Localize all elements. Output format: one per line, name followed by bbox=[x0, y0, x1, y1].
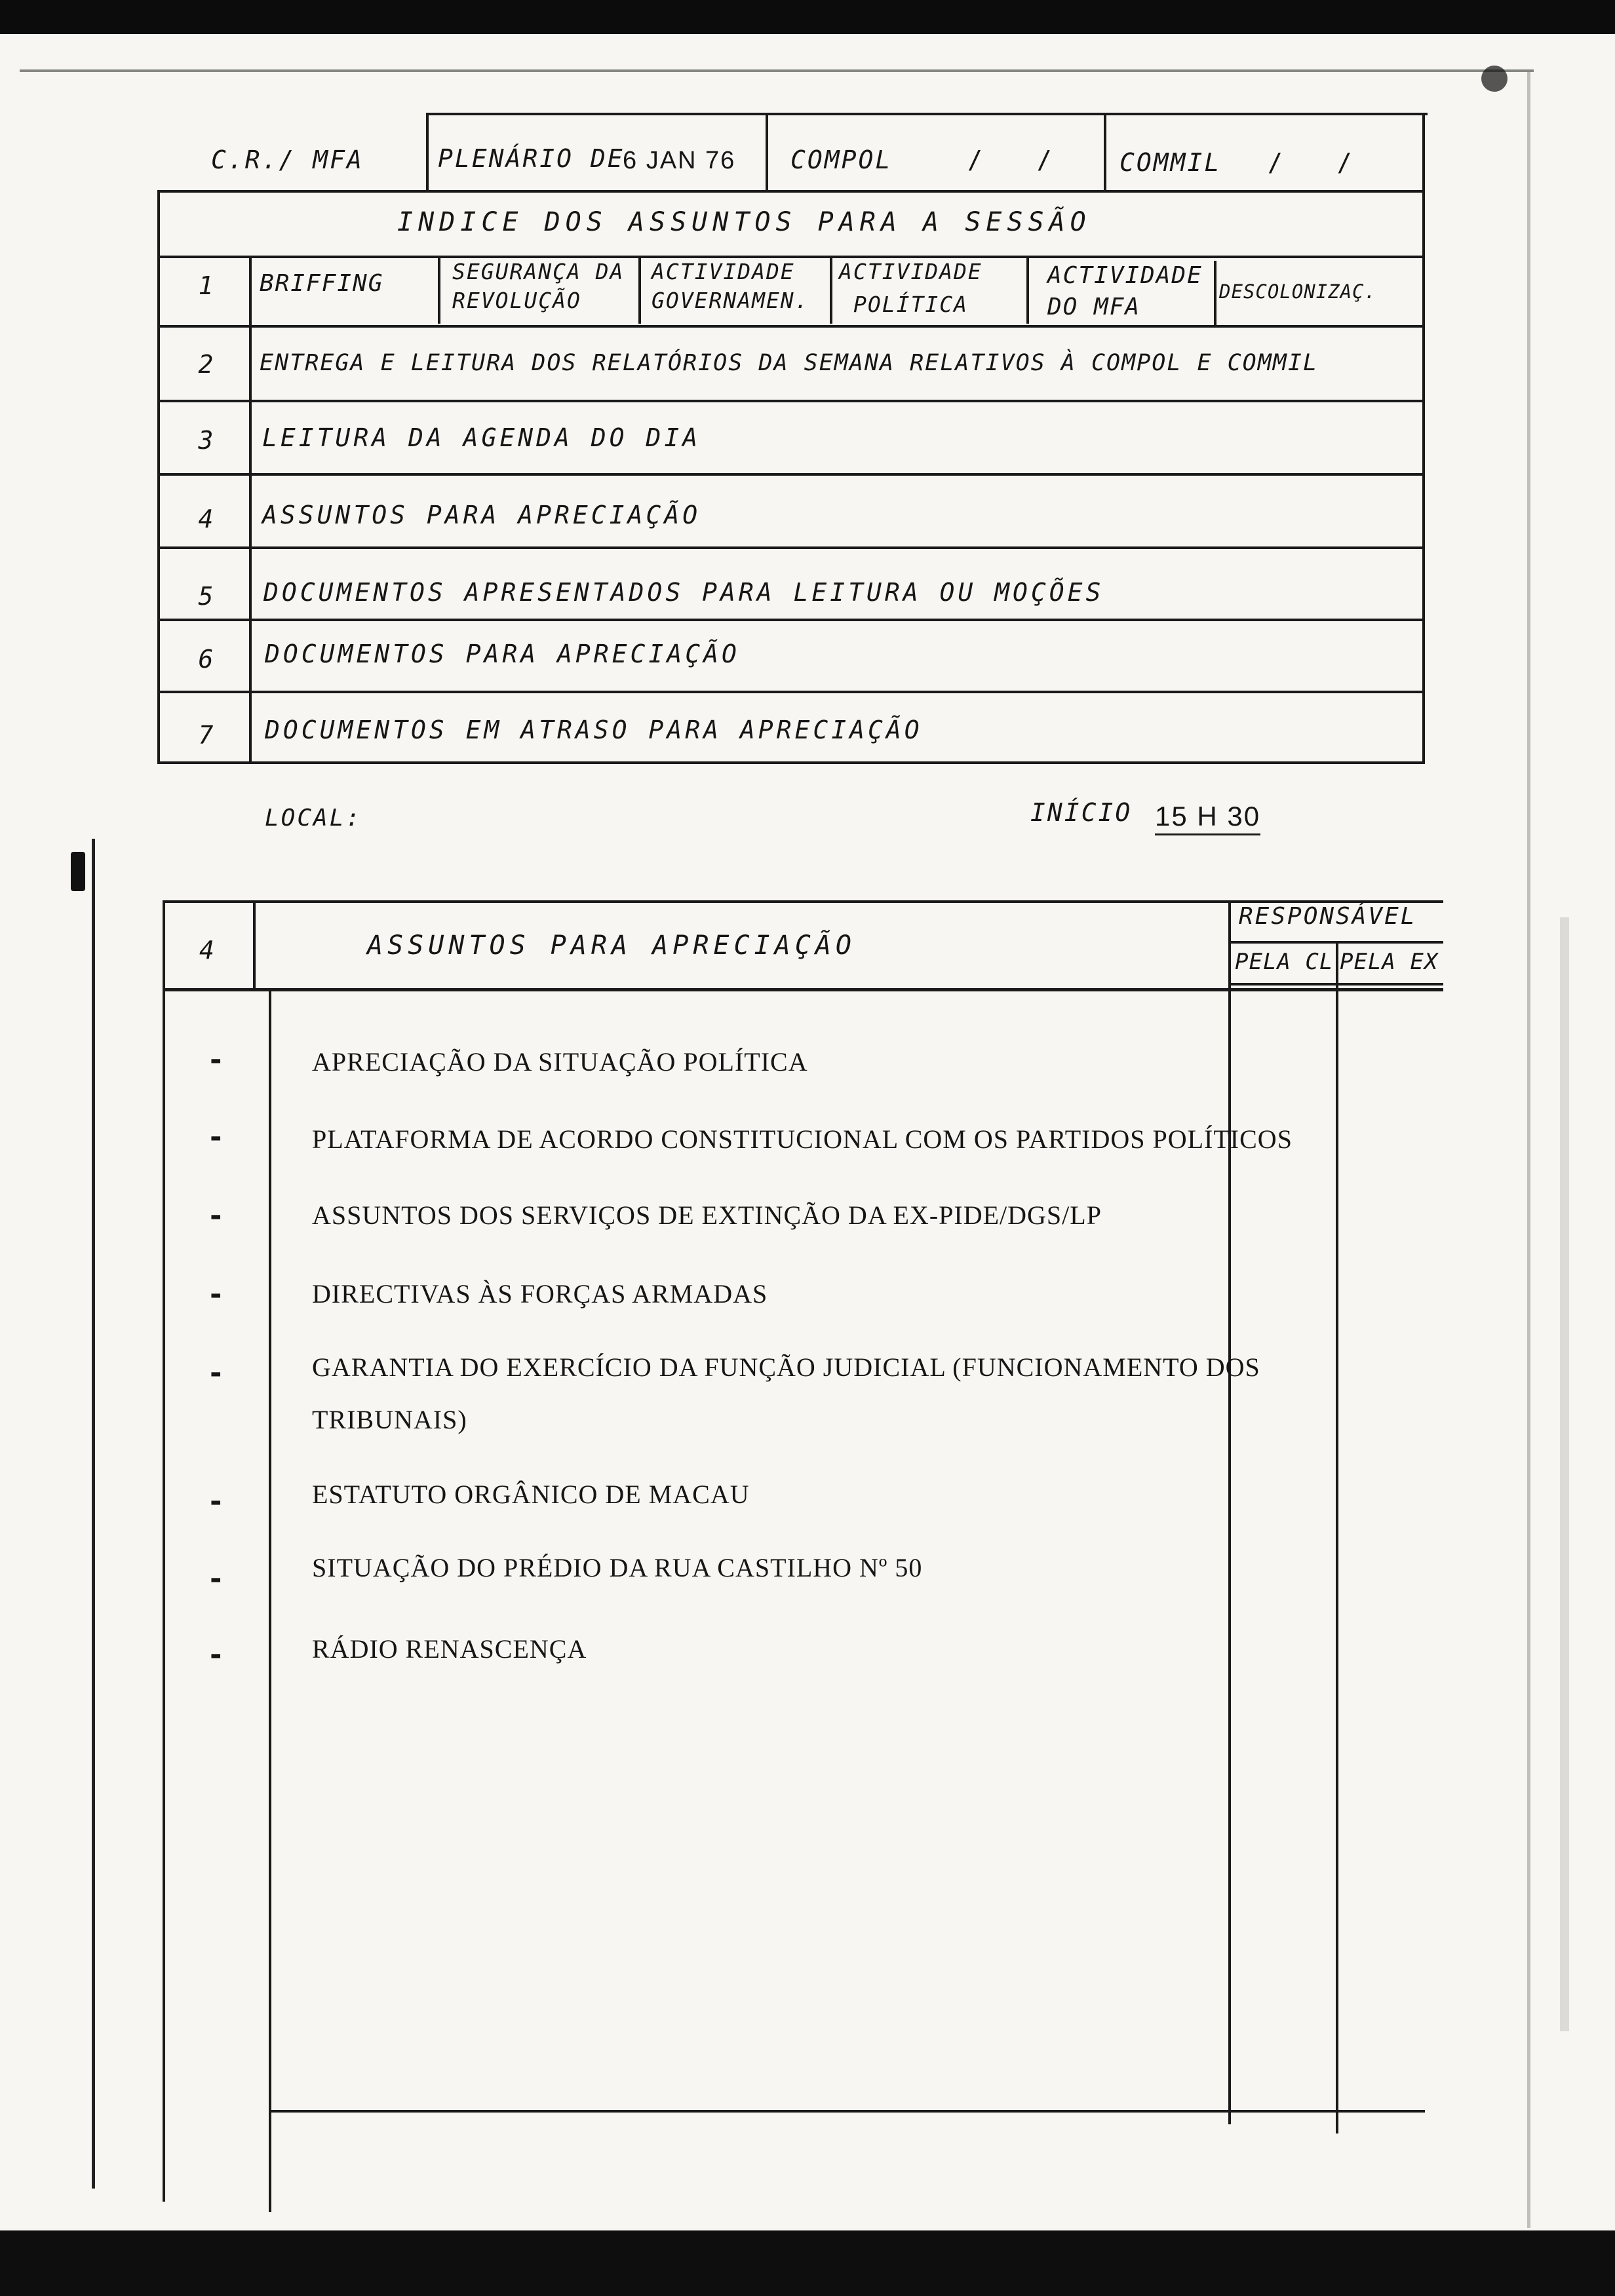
pela-ex-label: PELA EX bbox=[1340, 949, 1439, 975]
row-text: ASSUNTOS PARA APRECIAÇÃO bbox=[262, 501, 701, 529]
inicio-time: 15 H 30 bbox=[1155, 801, 1260, 835]
item-text-continued: TRIBUNAIS) bbox=[312, 1405, 467, 1434]
rule bbox=[157, 325, 1425, 328]
rule bbox=[157, 400, 1425, 402]
agenda-number: 4 bbox=[199, 936, 216, 965]
item-text: DIRECTIVAS ÀS FORÇAS ARMADAS bbox=[312, 1279, 768, 1309]
rule bbox=[157, 473, 1425, 476]
row-text: DOCUMENTOS APRESENTADOS PARA LEITURA OU MOÇÕES bbox=[263, 578, 1104, 607]
item-dash: - bbox=[207, 1199, 225, 1233]
rule bbox=[271, 2110, 1425, 2113]
rule bbox=[1214, 261, 1216, 326]
rule bbox=[1228, 983, 1443, 985]
descol-cell: DESCOLONIZAÇ. bbox=[1219, 280, 1376, 303]
row-text: LEITURA DA AGENDA DO DIA bbox=[262, 423, 701, 452]
rule bbox=[253, 902, 256, 989]
rule bbox=[157, 619, 1425, 621]
row-text: DOCUMENTOS EM ATRASO PARA APRECIAÇÃO bbox=[265, 716, 923, 744]
item-text: ASSUNTOS DOS SERVIÇOS DE EXTINÇÃO DA EX-PIDE/DGS/LP bbox=[312, 1200, 1102, 1230]
scan-left-mark bbox=[71, 852, 85, 891]
rule bbox=[157, 691, 1425, 693]
item-text: RÁDIO RENASCENÇA bbox=[312, 1634, 587, 1664]
rule bbox=[1026, 257, 1029, 324]
seguranca-line1: SEGURANÇA DA bbox=[452, 259, 625, 284]
scan-left-edge bbox=[92, 839, 95, 2189]
item-dash: - bbox=[207, 1485, 225, 1518]
rule bbox=[163, 988, 1443, 991]
plenario-label: PLENÁRIO DE bbox=[438, 144, 625, 173]
item-text: PLATAFORMA DE ACORDO CONSTITUCIONAL COM OS PARTIDOS POLÍTICOS bbox=[312, 1124, 1293, 1154]
rule bbox=[1104, 115, 1106, 191]
rule bbox=[438, 257, 440, 324]
rule bbox=[426, 113, 1428, 115]
item-text: APRECIAÇÃO DA SITUAÇÃO POLÍTICA bbox=[312, 1047, 808, 1077]
row-text: ENTREGA E LEITURA DOS RELATÓRIOS DA SEMANA RELATIVOS À COMPOL E COMMIL bbox=[260, 350, 1319, 376]
compol-label: COMPOL bbox=[790, 145, 893, 174]
rule bbox=[157, 546, 1425, 549]
seguranca-line2: REVOLUÇÃO bbox=[452, 288, 581, 313]
scan-noise bbox=[1481, 66, 1508, 92]
rule bbox=[426, 113, 429, 191]
item-dash: - bbox=[207, 1043, 225, 1077]
rule bbox=[766, 115, 768, 191]
item-text: ESTATUTO ORGÂNICO DE MACAU bbox=[312, 1480, 750, 1509]
rule bbox=[638, 257, 641, 324]
commil-date: / / bbox=[1268, 148, 1372, 177]
row-text: DOCUMENTOS PARA APRECIAÇÃO bbox=[265, 640, 740, 668]
act-pol-line2: POLÍTICA bbox=[853, 292, 968, 317]
item-dash: - bbox=[207, 1278, 225, 1311]
row-number: 6 bbox=[198, 645, 214, 674]
scan-top-line bbox=[20, 69, 1534, 72]
rule bbox=[1228, 902, 1231, 2124]
act-gov-line2: GOVERNAMEN. bbox=[652, 288, 809, 313]
rule bbox=[1422, 115, 1425, 764]
scan-noise bbox=[1560, 917, 1569, 2031]
index-title: INDICE DOS ASSUNTOS PARA A SESSÃO bbox=[397, 207, 1091, 237]
act-mfa-line1: ACTIVIDADE bbox=[1047, 262, 1203, 289]
plenario-date: 6 JAN 76 bbox=[623, 147, 736, 174]
inicio-label: INÍCIO bbox=[1030, 798, 1133, 827]
item-dash: - bbox=[207, 1562, 225, 1596]
row-number: 1 bbox=[198, 271, 214, 300]
row-number: 2 bbox=[198, 350, 214, 379]
item-dash: - bbox=[207, 1356, 225, 1390]
item-text: SITUAÇÃO DO PRÉDIO DA RUA CASTILHO Nº 50 bbox=[312, 1553, 923, 1582]
briffing-cell: BRIFFING bbox=[260, 270, 384, 297]
act-pol-line1: ACTIVIDADE bbox=[839, 259, 983, 284]
rule bbox=[1336, 941, 1338, 2133]
row-number: 4 bbox=[198, 505, 214, 533]
rule bbox=[157, 190, 1425, 193]
row-number: 7 bbox=[198, 721, 214, 750]
item-dash: - bbox=[207, 1120, 225, 1154]
act-mfa-line2: DO MFA bbox=[1047, 294, 1141, 320]
rule bbox=[830, 257, 832, 324]
responsavel-label: RESPONSÁVEL bbox=[1239, 903, 1417, 930]
rule bbox=[157, 761, 1425, 764]
row-number: 3 bbox=[198, 426, 214, 455]
scan-right-edge bbox=[1527, 72, 1530, 2228]
row-number: 5 bbox=[198, 582, 214, 611]
commil-label: COMMIL bbox=[1119, 148, 1222, 177]
item-text: GARANTIA DO EXERCÍCIO DA FUNÇÃO JUDICIAL (FUNCIONAMENTO DOS bbox=[312, 1352, 1260, 1382]
act-gov-line1: ACTIVIDADE bbox=[652, 259, 795, 284]
item-dash: - bbox=[207, 1638, 225, 1672]
rule bbox=[163, 900, 165, 2202]
compol-date: / / bbox=[967, 145, 1072, 174]
agenda-title: ASSUNTOS PARA APRECIAÇÃO bbox=[367, 930, 856, 961]
local-label: LOCAL: bbox=[265, 805, 362, 832]
scan-bottom-border bbox=[0, 2230, 1615, 2296]
scan-top-border bbox=[0, 0, 1615, 34]
pela-cl-label: PELA CL bbox=[1235, 949, 1334, 975]
rule bbox=[269, 989, 271, 2212]
org-label: C.R./ MFA bbox=[211, 145, 364, 174]
